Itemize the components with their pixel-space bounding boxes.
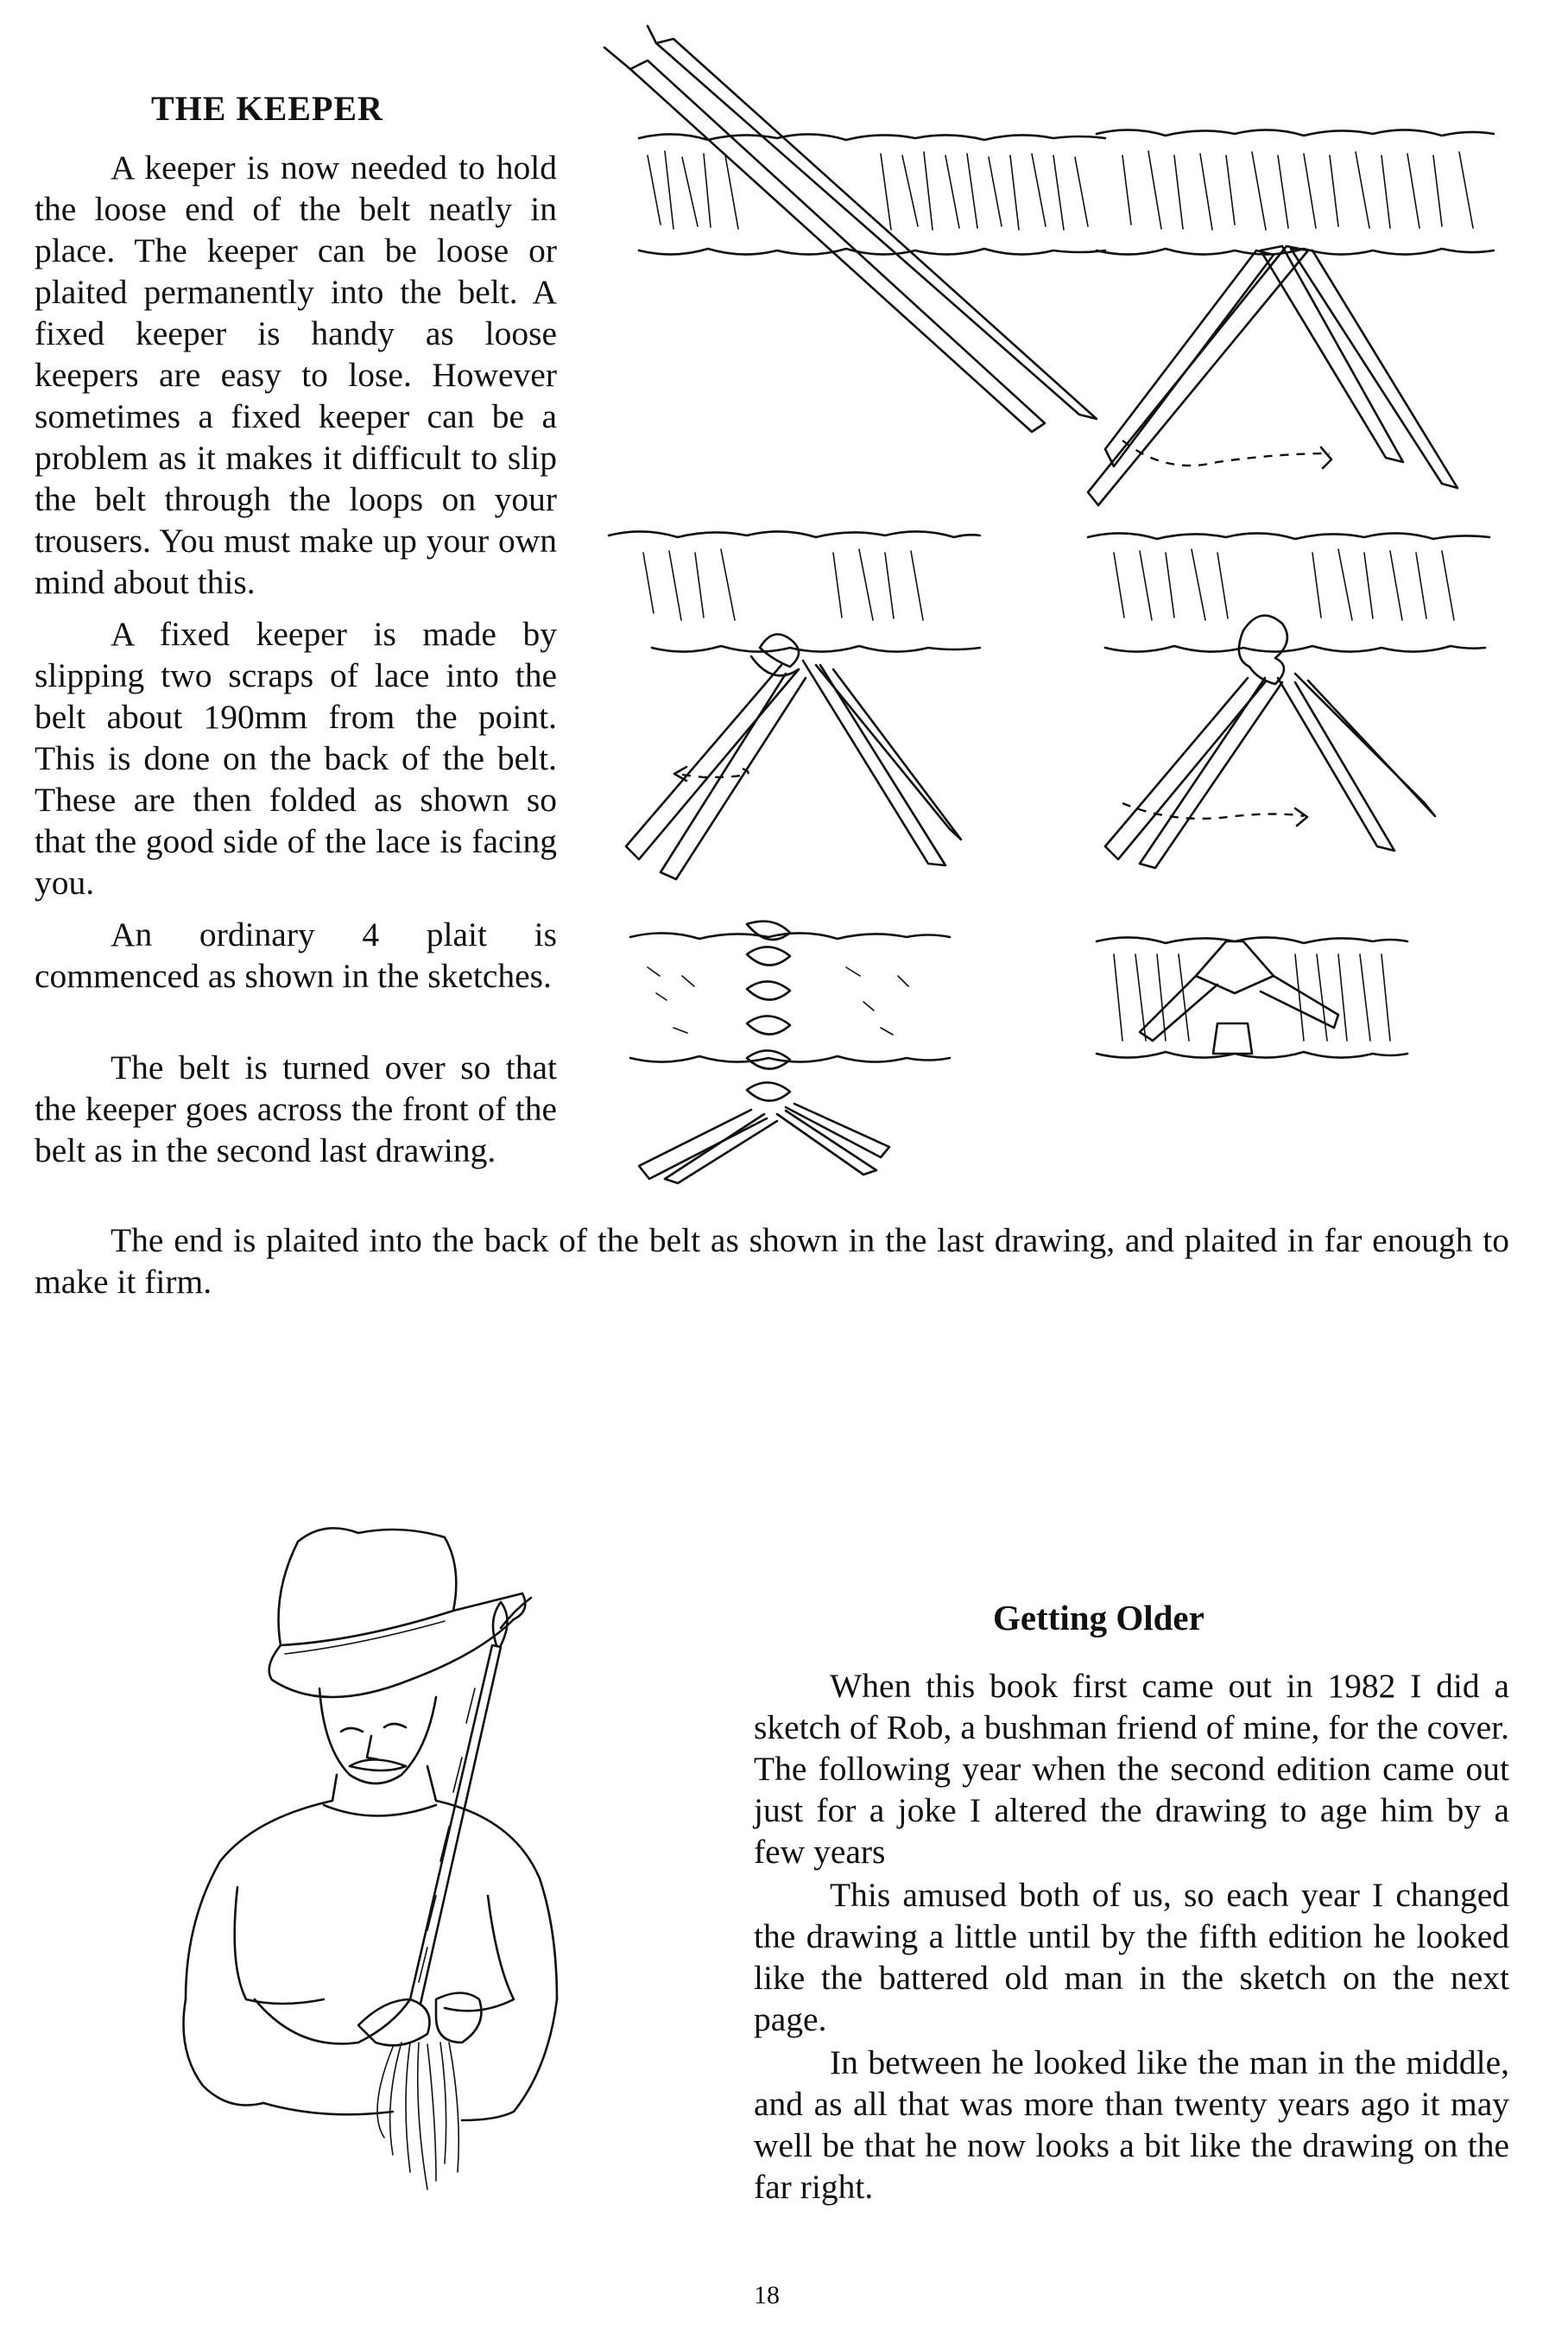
getting-older-paragraph: This amused both of us, so each year I changed the drawing a little until by the fifth edition he looked like the battered old man in the sketch on the next page.	[754, 1876, 1509, 2038]
lace-folded-sketch	[1088, 121, 1502, 510]
keeper-front-of-belt-sketch	[630, 907, 950, 1183]
lace-slipped-into-belt-sketch	[596, 9, 1105, 440]
keeper-paragraph: A fixed keeper is made by slipping two scraps of lace into the belt about 190mm from the point. This is done on the back of the belt. These are then folded as shown so that the good side of the lace is facing you.	[35, 615, 557, 902]
section-title-keeper: THE KEEPER	[151, 89, 383, 128]
bushman-plaiting-sketch	[151, 1516, 704, 2198]
end-plaited-back-sketch	[1097, 915, 1407, 1080]
plait-commenced-right-sketch	[1088, 518, 1494, 881]
page-number: 18	[754, 2281, 780, 2309]
getting-older-paragraph: In between he looked like the man in the middle, and as all that was more than twenty years ago it may well be that he now looks a bit like the drawing on the far right.	[754, 2043, 1509, 2206]
keeper-paragraph: A keeper is now needed to hold the loose end of the belt neatly in place. The keeper can be loose or plaited permanently into the belt. A fixed keeper is handy as loose keepers are easy to lose. However sometimes a fixed keeper can be a problem as it makes it difficult to slip the belt through the loops on your trousers. You must make up your own mind about this.	[35, 149, 557, 601]
getting-older-paragraph: When this book first came out in 1982 I did a sketch of Rob, a bushman friend of mine, for the cover. The following year when the second edition came out just for a joke I altered the drawing to age him by a few years	[754, 1667, 1509, 1871]
section-title-getting-older: Getting Older	[993, 1598, 1204, 1637]
plait-commenced-left-sketch	[600, 518, 980, 890]
keeper-paragraph: The end is plaited into the back of the belt as shown in the last drawing, and plaited in far enough to make it firm.	[35, 1221, 1509, 1301]
keeper-paragraph: The belt is turned over so that the keeper goes across the front of the belt as in the second last drawing.	[35, 1048, 557, 1169]
keeper-paragraph: An ordinary 4 plait is commenced as shown in the sketches.	[35, 915, 557, 995]
